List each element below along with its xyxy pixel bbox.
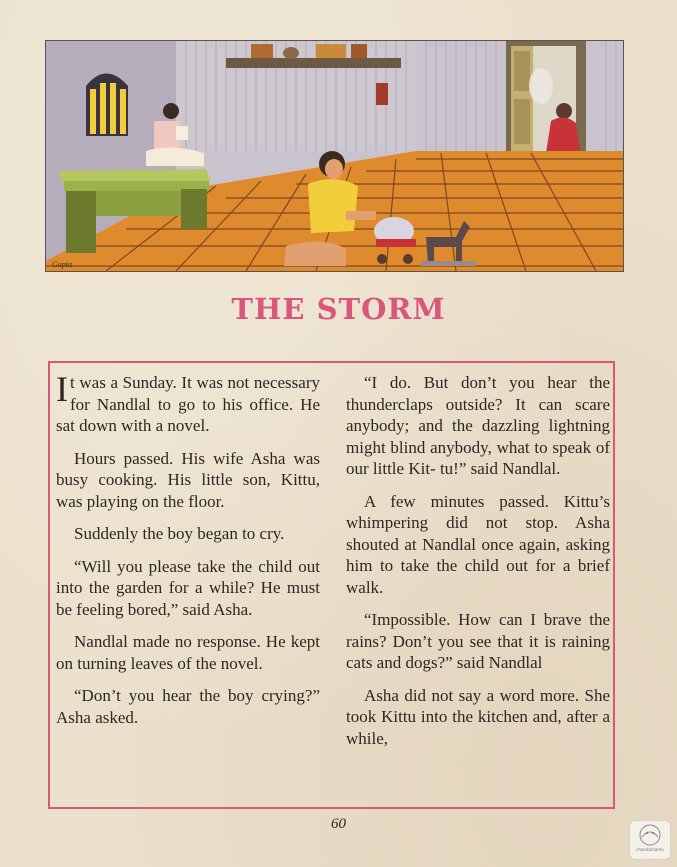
left-text-column: [56, 369, 320, 739]
right-text-column: [346, 372, 610, 760]
paragraph-1: [56, 369, 320, 437]
drop-cap: I: [56, 369, 68, 409]
paragraph-6: “Don’t you hear the boy crying?” Asha asked.: [56, 686, 320, 727]
paragraph-8: A few minutes passed. Kittu’s whimpering did not stop. Asha shouted at Nandlal once again, asking him to take the child out for a brief walk.: [346, 491, 610, 597]
paragraph-9: “Impossible. How can I brave the rains? Don’t you see that it is raining cats and dogs?” said Nandlal: [346, 610, 610, 672]
paragraph-5: Nandlal made no response. He kept on turning leaves of the novel.: [56, 632, 320, 673]
paragraph-2: Hours passed. His wife Asha was busy cooking. His little son, Kittu, was playing on the floor.: [56, 448, 320, 511]
room-scene-image: [46, 41, 623, 271]
paragraph-4: “Will you please take the child out into the garden for a while? He must be feeling bored,” said Asha.: [56, 556, 320, 619]
story-title: THE STORM: [231, 292, 446, 326]
paragraph-7: “I do. But don’t you hear the thunderclaps outside? It can scare anybody; and the dazzling lightning might blind anybody, what to speak of our little Kit- tu!” said Nandlal.: [346, 373, 610, 478]
watermark-logo-icon: [632, 823, 668, 847]
paragraph-10: Asha did not say a word more. She took Kittu into the kitchen and, after a while,: [346, 685, 610, 748]
story-illustration: [45, 40, 624, 272]
illustrator-signature: Gupta: [52, 260, 72, 269]
page-number: 60: [331, 816, 346, 832]
paragraph-3: Suddenly the boy began to cry.: [74, 524, 285, 543]
paragraph-1-text: t was a Sunday. It was not necessary for Nandlal to go to his office. He sat down with a novel.: [56, 373, 320, 435]
watermark-text: chandamama: [636, 847, 664, 852]
watermark-stamp: [629, 820, 671, 860]
